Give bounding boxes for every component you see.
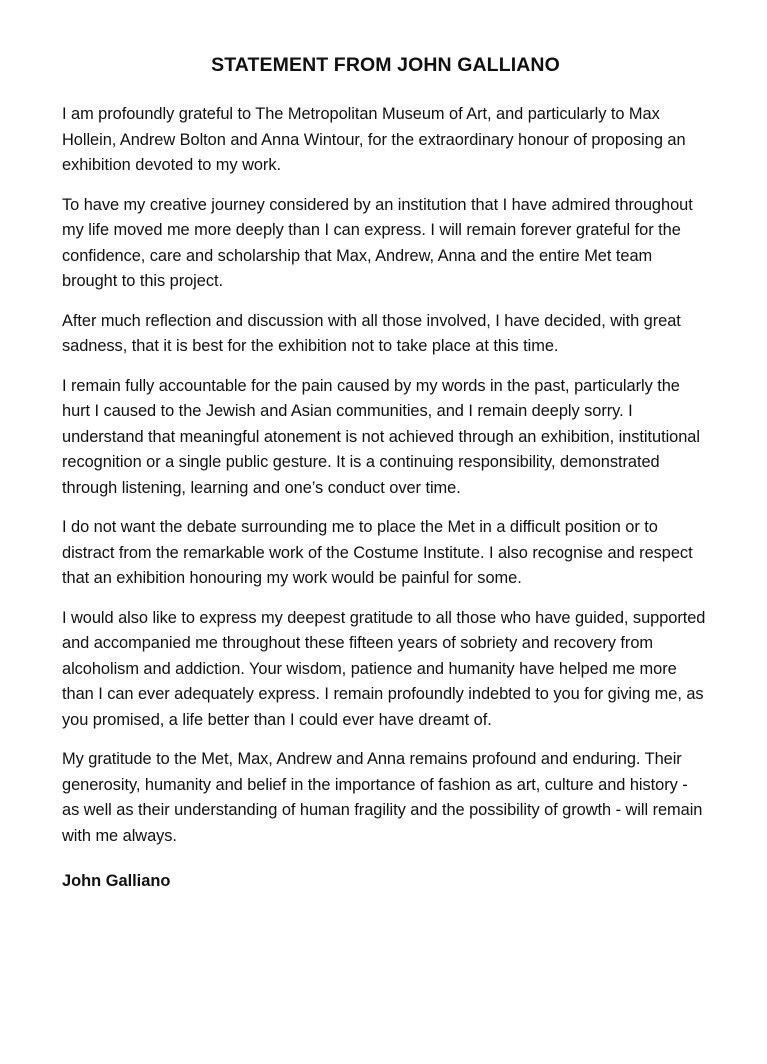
paragraph-debate: I do not want the debate surrounding me to place the Met in a difficult position or to distract from the remarkable work of the Costume Institute. I also recognise and respect that an exhibition honouring my work would be painful for some. [62, 518, 693, 587]
signature: John Galliano [62, 872, 171, 890]
paragraph-decision: After much reflection and discussion with all those involved, I have decided, with great sadness, that it is best for the exhibition not to take place at this time. [62, 311, 681, 355]
paragraph-closing-gratitude: My gratitude to the Met, Max, Andrew and Anna remains profound and enduring. Their generosity, humanity and belief in the importance of fashion as art, culture and history - as well as their understanding of human fragility and the possibility of growth - will remain with me always. [62, 750, 703, 845]
statement-title: STATEMENT FROM JOHN GALLIANO [211, 54, 560, 76]
paragraph-sobriety-gratitude: I would also like to express my deepest gratitude to all those who have guided, supported and accompanied me throughout these fifteen years of sobriety and recovery from alcoholism and addiction. Your wisdom, patience and humanity have helped me more than I can ever adequately express. I remain profoundly indebted to you for giving me, as you promised, a life better than I could ever have dreamt of. [62, 608, 706, 729]
paragraph-creative-journey: To have my creative journey considered by an institution that I have admired throughout my life moved me more deeply than I can express. I will remain forever grateful for the confidence, care and scholarship that Max, Andrew, Anna and the entire Met team brought to this project. [62, 195, 693, 290]
paragraph-gratitude-to-met: I am profoundly grateful to The Metropolitan Museum of Art, and particularly to Max Hollein, Andrew Bolton and Anna Wintour, for the extraordinary honour of proposing an exhibition devoted to my work. [62, 105, 686, 174]
paragraph-accountability: I remain fully accountable for the pain caused by my words in the past, particularly the hurt I caused to the Jewish and Asian communities, and I remain deeply sorry. I understand that meaningful atonement is not achieved through an exhibition, institutional recognition or a single public gesture. It is a continuing responsibility, demonstrated through listening, learning and one’s conduct over time. [62, 376, 700, 497]
